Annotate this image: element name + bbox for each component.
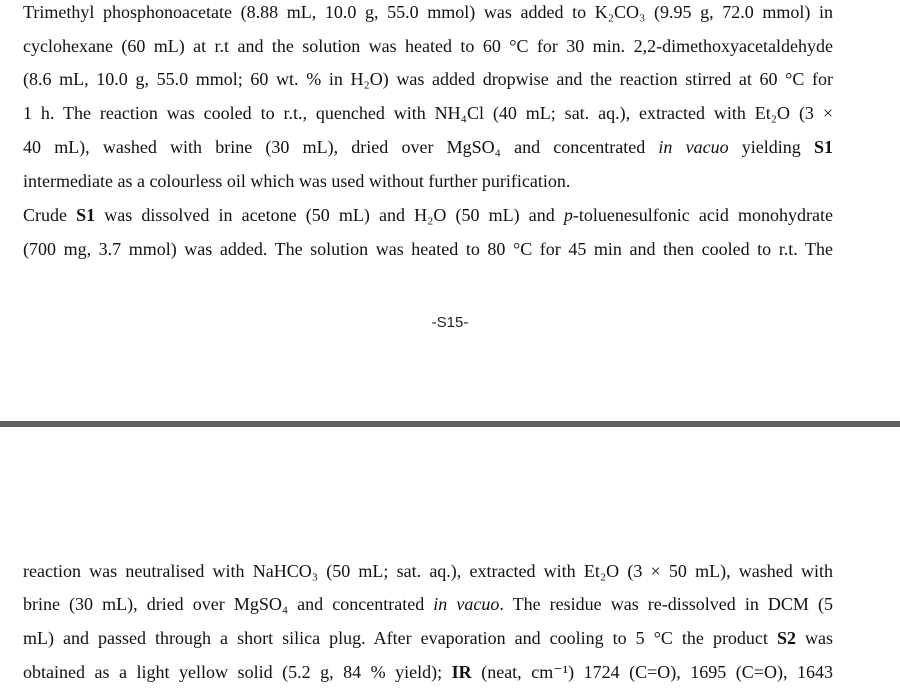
text-line: (700 mg, 3.7 mmol) was added. The solution was heated to 80 °C for 45 min and then cooled to r.t. The <box>23 239 833 259</box>
page-number: -S15- <box>431 314 469 331</box>
text-line: 40 mL), washed with brine (30 mL), dried over MgSO₄ and concentrated in vacuo yielding S1 <box>23 137 833 157</box>
page-s16 <box>0 430 900 693</box>
text-line: Crude S1 was dissolved in acetone (50 mL) and H₂O (50 mL) and p-toluenesulfonic acid monohydrate <box>23 205 833 225</box>
page-divider-bar <box>0 421 900 427</box>
text-line: intermediate as a colourless oil which was used without further purification. <box>23 171 571 191</box>
page-divider <box>0 420 900 430</box>
text-line: cyclohexane (60 mL) at r.t and the solution was heated to 60 °C for 30 min. 2,2-dimethoxyacetaldehyde <box>23 36 833 56</box>
text-line: Trimethyl phosphonoacetate (8.88 mL, 10.0 g, 55.0 mmol) was added to K₂CO₃ (9.95 g, 72.0 mmol) in <box>23 2 833 22</box>
text-line: brine (30 mL), dried over MgSO₄ and concentrated in vacuo. The residue was re-dissolved in DCM (5 <box>23 594 833 614</box>
text-line: obtained as a light yellow solid (5.2 g, 84 % yield); IR (neat, cm⁻¹) 1724 (C=O), 1695 (C=O), 1643 <box>23 662 833 682</box>
text-line: (8.6 mL, 10.0 g, 55.0 mmol; 60 wt. % in H₂O) was added dropwise and the reaction stirred at 60 °C for <box>23 69 833 89</box>
text-line: mL) and passed through a short silica plug. After evaporation and cooling to 5 °C the product S2 was <box>23 628 833 648</box>
text-line: 1 h. The reaction was cooled to r.t., quenched with NH₄Cl (40 mL; sat. aq.), extracted with Et₂O (3 × <box>23 103 833 123</box>
text-line: reaction was neutralised with NaHCO₃ (50 mL; sat. aq.), extracted with Et₂O (3 × 50 mL), washed with <box>23 561 833 581</box>
